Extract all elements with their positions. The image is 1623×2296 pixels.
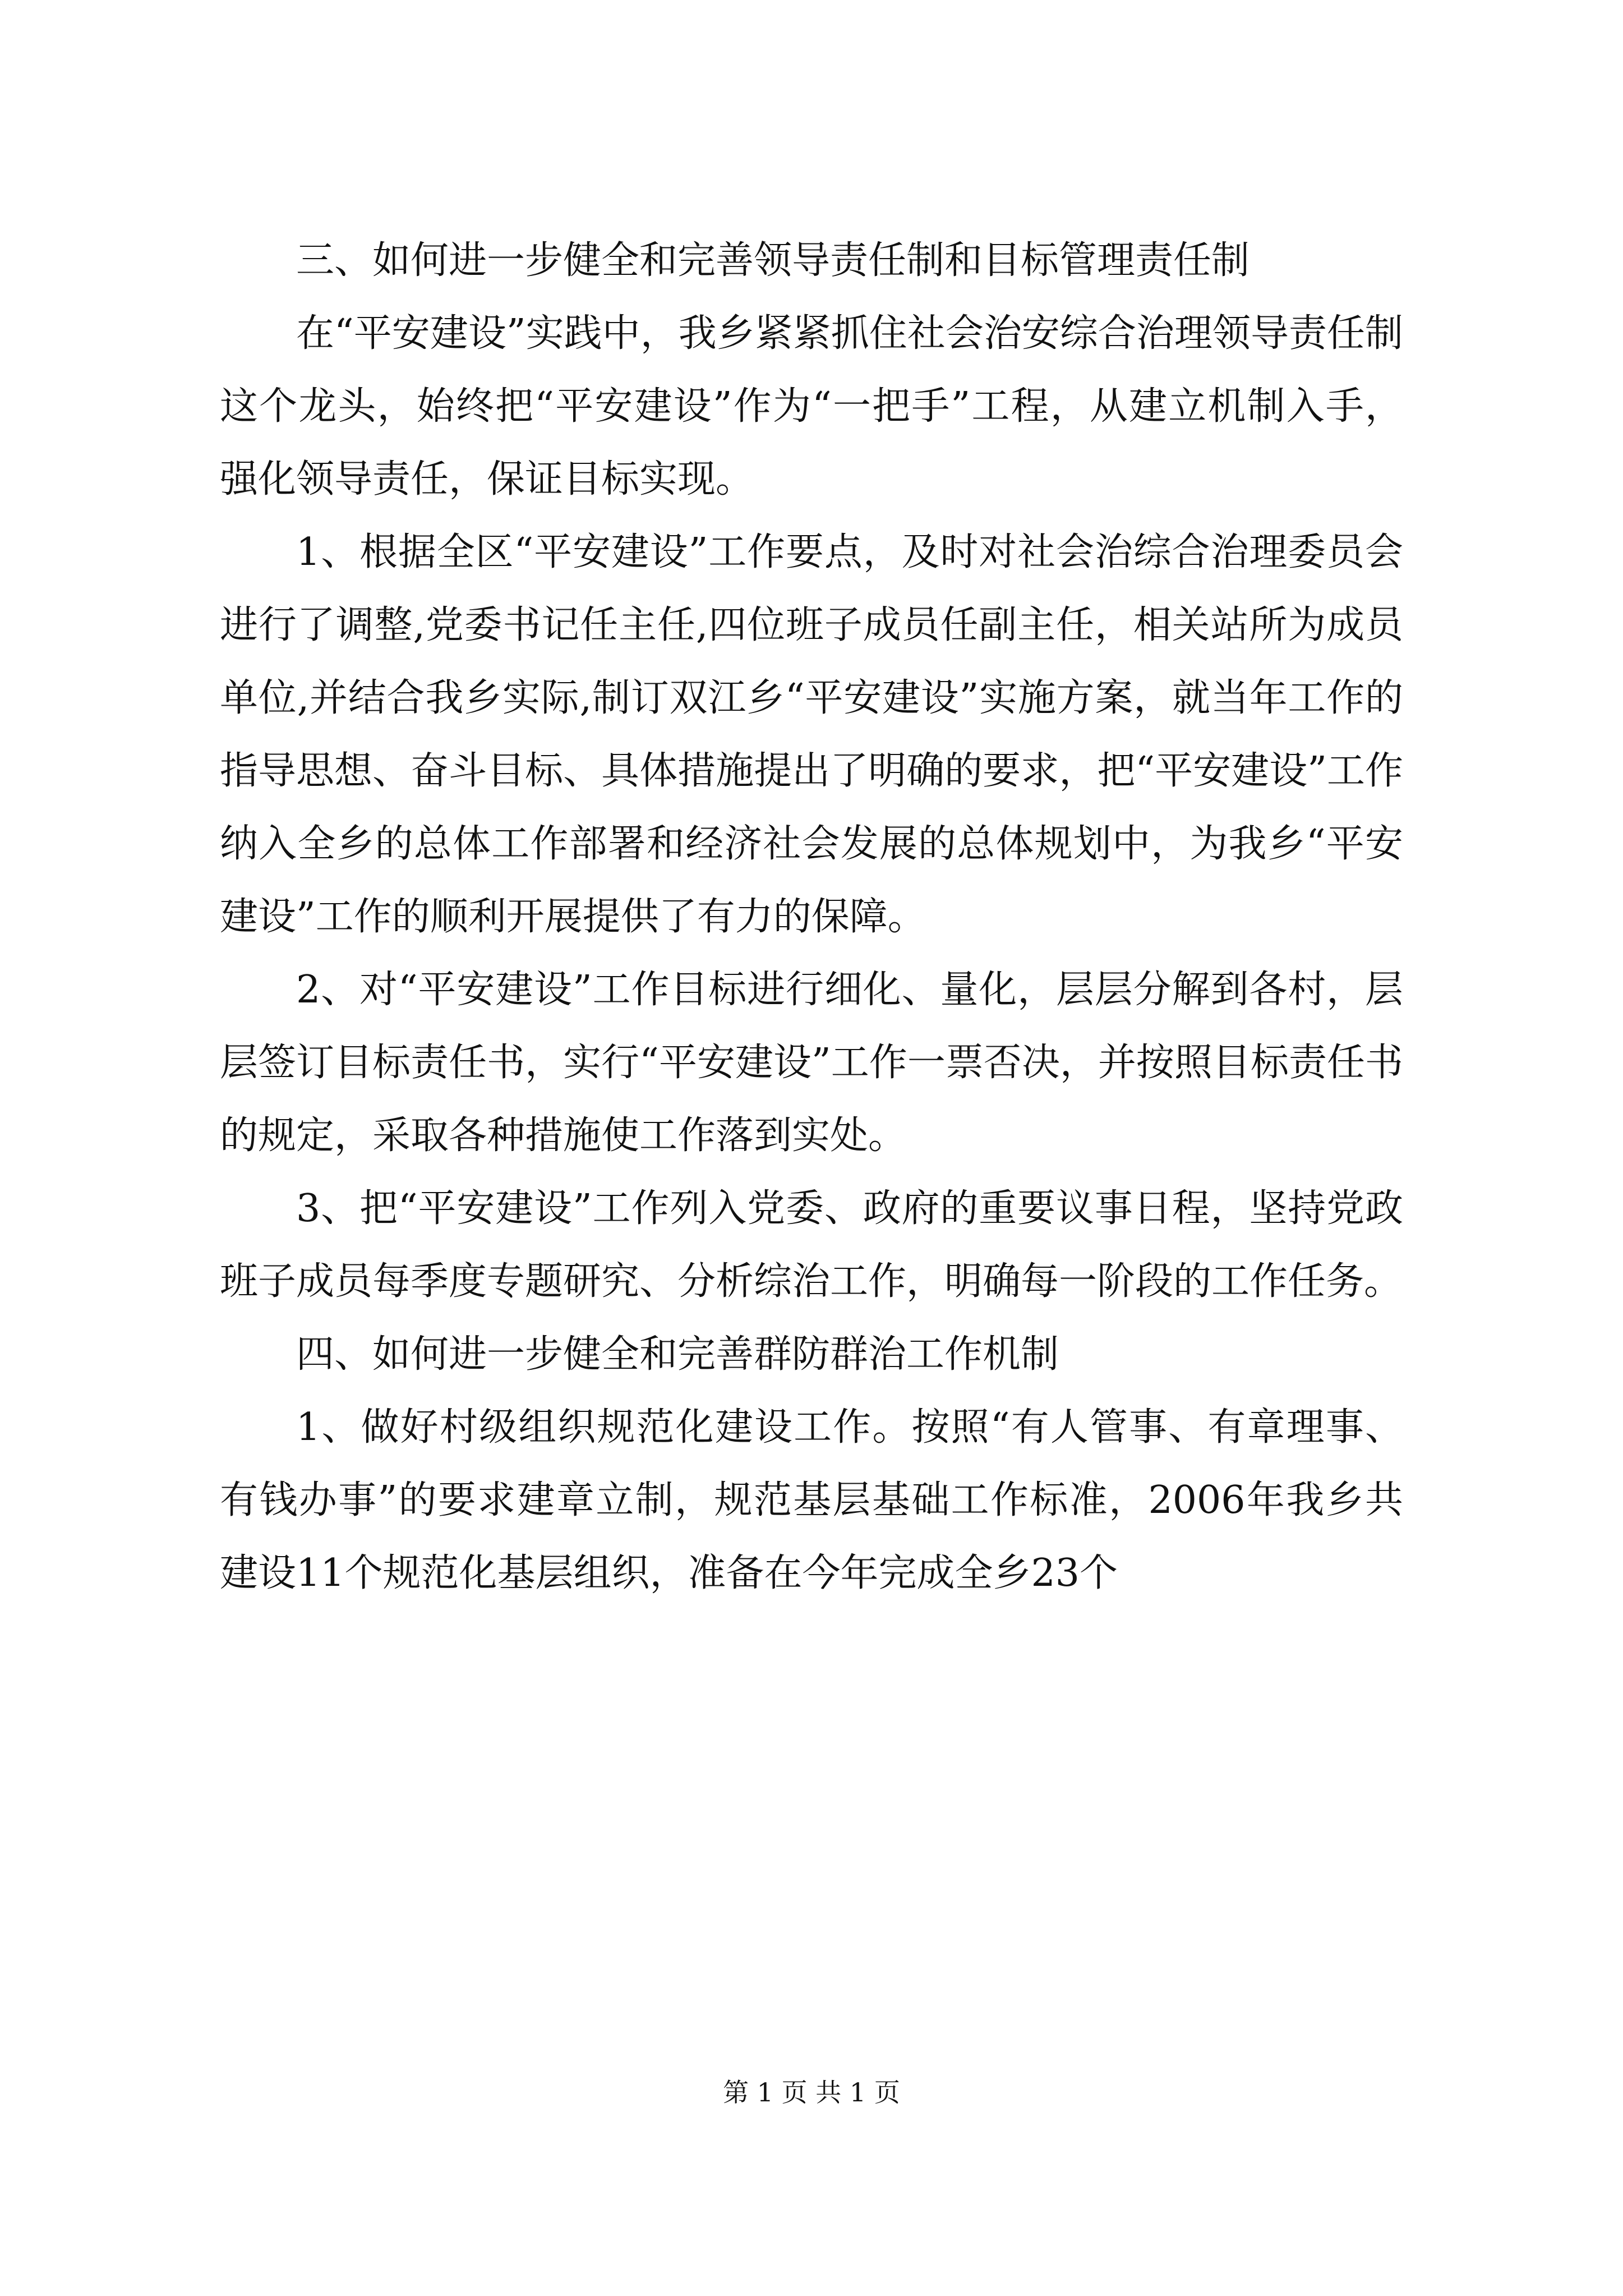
document-body [220,224,1403,1610]
paragraph: 2、对“平安建设”工作目标进行细化、量化，层层分解到各村，层层签订目标责任书，实行“平安建设”工作一票否决，并按照目标责任书的规定，采取各种措施使工作落到实处。 [220,968,1403,1158]
page-footer: 第 1 页 共 1 页 [723,2077,900,2108]
section-heading-3: 三、如何进一步健全和完善领导责任制和目标管理责任制 [296,238,1250,283]
paragraph: 3、把“平安建设”工作列入党委、政府的重要议事日程，坚持党政班子成员每季度专题研究、分析综治工作，明确每一阶段的工作任务。 [220,1186,1403,1304]
paragraph: 1、根据全区“平安建设”工作要点，及时对社会治综合治理委员会进行了调整,党委书记任主任,四位班子成员任副主任，相关站所为成员单位,并结合我乡实际,制订双江乡“平安建设”实施方案，就当年工作的指导思想、奋斗目标、具体措施提出了明确的要求，把“平安建设”工作纳入全乡的总体工作部署和经济社会发展的总体规划中，为我乡“平安建设”工作的顺利开展提供了有力的保障。 [220,530,1403,939]
paragraph: 1、做好村级组织规范化建设工作。按照“有人管事、有章理事、有钱办事”的要求建章立制，规范基层基础工作标准，2006年我乡共建设11个规范化基层组织，准备在今年完成全乡23个 [220,1405,1403,1595]
paragraph: 在“平安建设”实践中，我乡紧紧抓住社会治安综合治理领导责任制这个龙头，始终把“平安建设”作为“一把手”工程，从建立机制入手，强化领导责任，保证目标实现。 [220,311,1403,501]
section-heading-4: 四、如何进一步健全和完善群防群治工作机制 [296,1332,1059,1377]
